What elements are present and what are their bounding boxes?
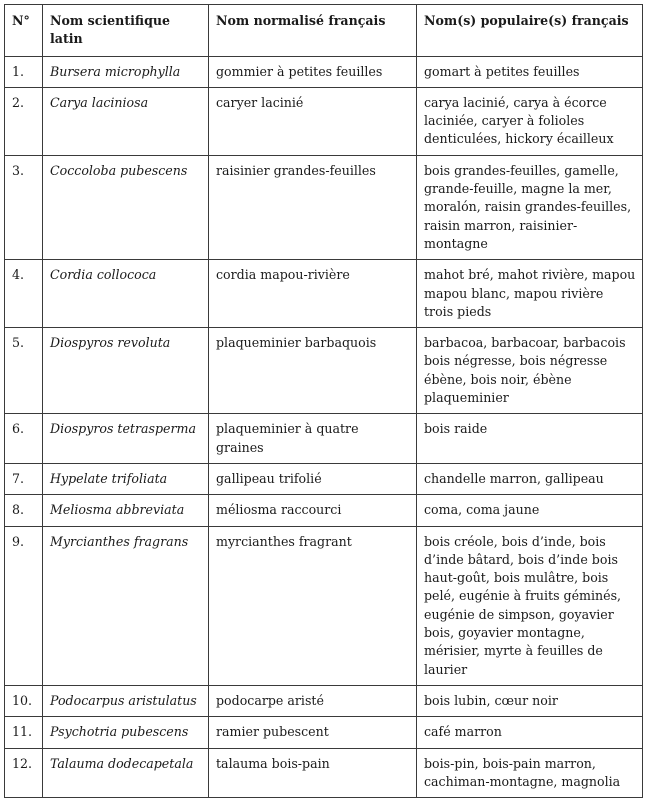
table-row: [5, 748, 643, 798]
normalized-name: gallipeau trifolié: [209, 463, 417, 494]
row-number: 3.: [5, 155, 43, 259]
header-normalized-name: Nom normalisé français: [209, 5, 417, 57]
table-row: [5, 495, 643, 526]
popular-names: chandelle marron, gallipeau: [417, 463, 643, 494]
row-number: 7.: [5, 463, 43, 494]
popular-names: bois grandes-feuilles, gamelle, grande-feuille, magne la mer, moralón, raisin grandes-feuilles, raisin marron, raisinier-montagne: [417, 155, 643, 259]
row-number: 12.: [5, 748, 43, 798]
normalized-name: raisinier grandes-feuilles: [209, 155, 417, 259]
row-number: 8.: [5, 495, 43, 526]
normalized-name: podocarpe aristé: [209, 685, 417, 716]
table-row: [5, 260, 643, 328]
normalized-name: ramier pubescent: [209, 717, 417, 748]
normalized-name: myrcianthes fragrant: [209, 526, 417, 685]
scientific-name: Meliosma abbreviata: [43, 495, 209, 526]
normalized-name: caryer lacinié: [209, 87, 417, 155]
table-row: [5, 328, 643, 414]
popular-names: bois lubin, cœur noir: [417, 685, 643, 716]
scientific-name: Bursera microphylla: [43, 56, 209, 87]
scientific-name: Diospyros tetrasperma: [43, 414, 209, 464]
popular-names: bois-pin, bois-pain marron, cachiman-montagne, magnolia: [417, 748, 643, 798]
normalized-name: méliosma raccourci: [209, 495, 417, 526]
table-row: [5, 685, 643, 716]
scientific-name: Hypelate trifoliata: [43, 463, 209, 494]
table-row: [5, 87, 643, 155]
table-row: [5, 717, 643, 748]
popular-names: café marron: [417, 717, 643, 748]
normalized-name: plaqueminier barbaquois: [209, 328, 417, 414]
table-row: [5, 526, 643, 685]
popular-names: carya lacinié, carya à écorce laciniée, caryer à folioles denticulées, hickory écailleux: [417, 87, 643, 155]
row-number: 5.: [5, 328, 43, 414]
normalized-name: talauma bois-pain: [209, 748, 417, 798]
scientific-name: Diospyros revoluta: [43, 328, 209, 414]
row-number: 9.: [5, 526, 43, 685]
table-row: [5, 414, 643, 464]
row-number: 11.: [5, 717, 43, 748]
scientific-name: Podocarpus aristulatus: [43, 685, 209, 716]
normalized-name: plaqueminier à quatre graines: [209, 414, 417, 464]
header-popular-names: Nom(s) populaire(s) français: [417, 5, 643, 57]
scientific-name: Coccoloba pubescens: [43, 155, 209, 259]
table-row: [5, 56, 643, 87]
row-number: 6.: [5, 414, 43, 464]
header-number: N°: [5, 5, 43, 57]
scientific-name: Psychotria pubescens: [43, 717, 209, 748]
row-number: 4.: [5, 260, 43, 328]
header-row: [5, 5, 643, 57]
popular-names: gomart à petites feuilles: [417, 56, 643, 87]
popular-names: barbacoa, barbacoar, barbacois bois négresse, bois négresse ébène, bois noir, ébène plaqueminier: [417, 328, 643, 414]
scientific-name: Cordia collococa: [43, 260, 209, 328]
species-table: [4, 4, 643, 798]
popular-names: bois raide: [417, 414, 643, 464]
popular-names: coma, coma jaune: [417, 495, 643, 526]
row-number: 2.: [5, 87, 43, 155]
scientific-name: Talauma dodecapetala: [43, 748, 209, 798]
popular-names: bois créole, bois d’inde, bois d’inde bâtard, bois d’inde bois haut-goût, bois mulâtre, bois pelé, eugénie à fruits géminés, eugénie de simpson, goyavier bois, goyavier montagne, mérisier, myrte à feuilles de laurier: [417, 526, 643, 685]
scientific-name: Carya laciniosa: [43, 87, 209, 155]
normalized-name: cordia mapou-rivière: [209, 260, 417, 328]
scientific-name: Myrcianthes fragrans: [43, 526, 209, 685]
header-scientific-name: Nom scientifique latin: [43, 5, 209, 57]
row-number: 1.: [5, 56, 43, 87]
popular-names: mahot bré, mahot rivière, mapou mapou blanc, mapou rivière trois pieds: [417, 260, 643, 328]
row-number: 10.: [5, 685, 43, 716]
table-row: [5, 155, 643, 259]
table-row: [5, 463, 643, 494]
normalized-name: gommier à petites feuilles: [209, 56, 417, 87]
